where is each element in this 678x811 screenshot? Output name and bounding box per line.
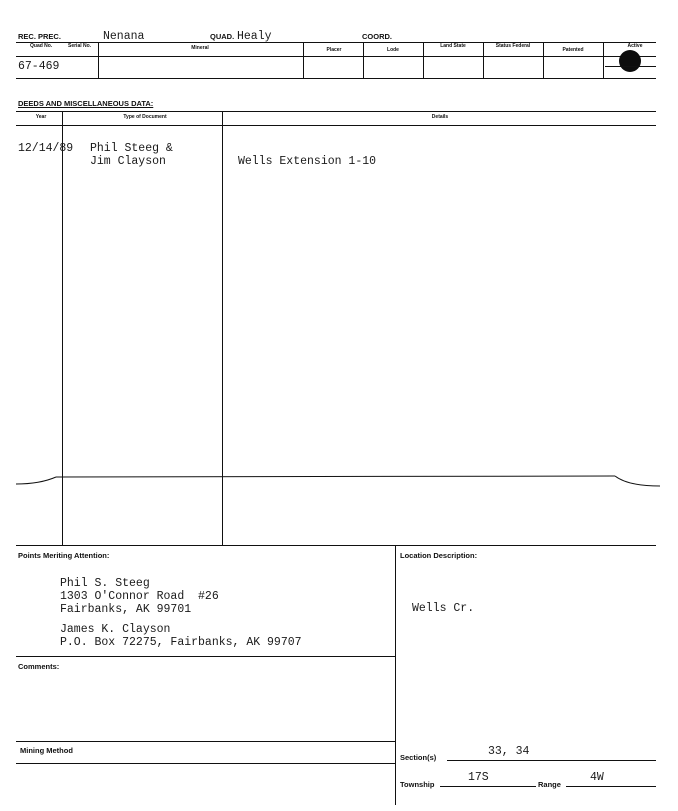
comments-top-rule [16, 656, 395, 657]
township-underline [440, 786, 536, 787]
header-rule [16, 42, 656, 43]
deeds-top-rule [16, 111, 656, 112]
quad-label: QUAD. [210, 32, 235, 41]
record-bottom-rule [16, 78, 656, 79]
location-label: Location Description: [400, 551, 478, 560]
location-value[interactable]: Wells Cr. [412, 602, 475, 615]
range-underline [566, 786, 656, 787]
comments-label: Comments: [18, 662, 60, 671]
deeds-header-rule [16, 125, 656, 126]
range-label: Range [538, 780, 561, 789]
col-land-state: Land State [440, 43, 466, 49]
contact2-name[interactable]: James K. Clayson [60, 623, 171, 636]
sections-underline [447, 760, 656, 761]
deeds-bottom-rule [16, 545, 656, 546]
col-mineral: Mineral [191, 45, 209, 51]
page-seam [0, 470, 678, 494]
quad-value[interactable]: Healy [237, 30, 272, 43]
township-label: Township [400, 780, 435, 789]
contact1-address[interactable]: 1303 O'Connor Road #26 [60, 590, 219, 603]
deeds-col-details: Details [431, 114, 449, 120]
deeds-col-year: Year [35, 114, 47, 120]
bottom-center-divider [395, 545, 396, 805]
township-value[interactable]: 17S [468, 771, 489, 784]
points-label: Points Meriting Attention: [18, 551, 110, 560]
mining-method-bottom-rule [16, 763, 395, 764]
quad-no-value[interactable]: 67-469 [18, 60, 60, 73]
col-patented: Patented [562, 47, 584, 53]
mining-method-label: Mining Method [20, 746, 73, 755]
deed-type-line1[interactable]: Phil Steeg & [90, 142, 173, 155]
active-tick-rule [605, 66, 656, 67]
col-placer: Placer [326, 47, 342, 53]
col-quad-no: Quad No. [30, 43, 53, 49]
col-status-federal: Status Federal [495, 43, 531, 49]
coord-label: COORD. [362, 32, 392, 41]
deed-type-line2[interactable]: Jim Clayson [90, 155, 166, 168]
deed-details[interactable]: Wells Extension 1-10 [238, 155, 377, 168]
rec-prec-label: REC. PREC. [18, 32, 61, 41]
deeds-section-title: DEEDS AND MISCELLANEOUS DATA: [18, 99, 154, 108]
contact2-address[interactable]: P.O. Box 72275, Fairbanks, AK 99707 [60, 636, 302, 649]
mining-method-top-rule [16, 741, 395, 742]
col-lode: Lode [387, 47, 399, 53]
contact1-city[interactable]: Fairbanks, AK 99701 [60, 603, 192, 616]
range-value[interactable]: 4W [590, 771, 604, 784]
deeds-col-type: Type of Document [123, 114, 167, 120]
col-serial-no: Serial No. [68, 43, 92, 49]
column-header-rule [16, 56, 656, 57]
sections-value[interactable]: 33, 34 [488, 745, 530, 758]
col-active: Active [627, 43, 643, 49]
active-mark [619, 50, 641, 72]
contact1-name[interactable]: Phil S. Steeg [60, 577, 150, 590]
sections-label: Section(s) [400, 753, 437, 762]
deed-year[interactable]: 12/14/89 [18, 142, 74, 155]
rec-prec-value[interactable]: Nenana [103, 30, 145, 43]
